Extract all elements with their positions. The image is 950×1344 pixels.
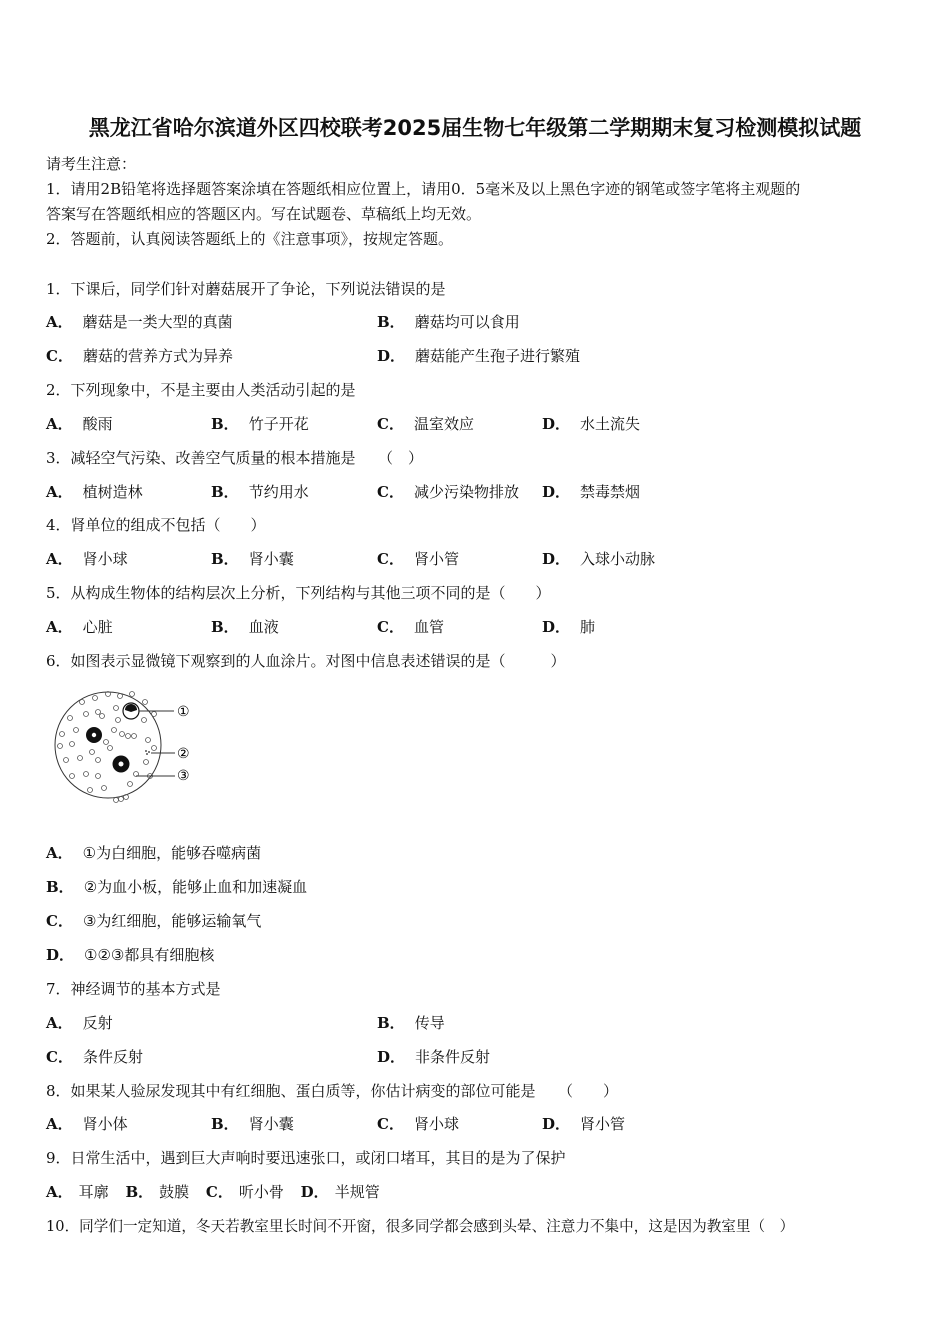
q5-option-b: B． 血液: [211, 618, 279, 636]
q5-option-a: A． 心脏: [46, 618, 113, 636]
q1-option-d: D． 蘑菇能产生孢子进行繁殖: [377, 347, 581, 365]
q6-option-d: D． ①②③都具有细胞核: [46, 946, 215, 964]
q8-option-b: B． 肾小囊: [211, 1115, 294, 1133]
q2-option-d: D． 水土流失: [542, 415, 641, 433]
question-6-stem: 6．如图表示显微镜下观察到的人血涂片。对图中信息表述错误的是（ ）: [46, 652, 566, 670]
q8-option-d: D． 肾小管: [542, 1115, 626, 1133]
notice-line-1: 1．请用2B铅笔将选择题答案涂填在答题纸相应位置上，请用0．5毫米及以上黑色字迹的钢笔或签字笔将主观题的: [46, 180, 801, 198]
notice-heading: 请考生注意：: [46, 155, 137, 173]
q8-option-c: C． 肾小球: [377, 1115, 459, 1133]
q6-option-b: B． ②为血小板，能够止血和加速凝血: [46, 878, 308, 896]
q3-option-d: D． 禁毒禁烟: [542, 483, 641, 501]
question-9-stem: 9．日常生活中，遇到巨大声响时要迅速张口，或闭口堵耳，其目的是为了保护: [46, 1149, 566, 1167]
q2-option-c: C． 温室效应: [377, 415, 474, 433]
q3-option-a: A． 植树造林: [46, 483, 143, 501]
blood-smear-figure: [50, 680, 210, 810]
figure-label-3: ③: [177, 768, 190, 784]
question-10-stem: 10．同学们一定知道，冬天若教室里长时间不开窗，很多同学都会感到头晕、注意力不集中，这是因为教室里（ ）: [46, 1218, 795, 1235]
q3-option-b: B． 节约用水: [211, 483, 309, 501]
q1-option-a: A． 蘑菇是一类大型的真菌: [46, 313, 233, 331]
q4-option-a: A． 肾小球: [46, 550, 128, 568]
question-4-stem: 4．肾单位的组成不包括（ ）: [46, 516, 266, 534]
platelets: [145, 750, 150, 755]
q5-option-c: C． 血管: [377, 618, 444, 636]
question-7-stem: 7．神经调节的基本方式是: [46, 980, 221, 998]
q4-option-d: D． 入球小动脉: [542, 550, 656, 568]
q6-option-a: A． ①为白细胞，能够吞噬病菌: [46, 844, 262, 862]
figure-label-2: ②: [177, 746, 190, 762]
q3-option-c: C． 减少污染物排放: [377, 483, 519, 501]
q2-option-b: B． 竹子开花: [211, 415, 309, 433]
q8-option-a: A． 肾小体: [46, 1115, 128, 1133]
notice-line-2: 2．答题前，认真阅读答题纸上的《注意事项》，按规定答题。: [46, 230, 454, 248]
figure-label-1: ①: [177, 704, 190, 720]
q5-option-d: D． 肺: [542, 618, 596, 636]
field-of-view-circle: [55, 692, 161, 798]
q7-option-d: D． 非条件反射: [377, 1048, 491, 1066]
q4-option-b: B． 肾小囊: [211, 550, 294, 568]
q7-option-a: A． 反射: [46, 1014, 113, 1032]
page-title: 黑龙江省哈尔滨道外区四校联考2025届生物七年级第二学期期末复习检测模拟试题: [88, 116, 862, 140]
white-blood-cells: [86, 703, 139, 773]
question-5-stem: 5．从构成生物体的结构层次上分析，下列结构与其他三项不同的是（ ）: [46, 584, 551, 602]
q2-option-a: A． 酸雨: [46, 415, 113, 433]
q9-options: A． 耳廓 B． 鼓膜 C． 听小骨 D． 半规管: [46, 1183, 380, 1201]
q6-option-c: C． ③为红细胞，能够运输氧气: [46, 912, 262, 930]
question-1-stem: 1．下课后，同学们针对蘑菇展开了争论，下列说法错误的是: [46, 280, 446, 298]
question-2-stem: 2．下列现象中，不是主要由人类活动引起的是: [46, 381, 356, 399]
q4-option-c: C． 肾小管: [377, 550, 459, 568]
question-3-stem: 3．减轻空气污染、改善空气质量的根本措施是 （ ）: [46, 449, 424, 467]
q1-option-b: B． 蘑菇均可以食用: [377, 313, 520, 331]
q7-option-b: B． 传导: [377, 1014, 445, 1032]
notice-line-1b: 答案写在答题纸相应的答题区内。写在试题卷、草稿纸上均无效。: [46, 205, 482, 223]
question-8-stem: 8．如果某人验尿发现其中有红细胞、蛋白质等，你估计病变的部位可能是 （ ）: [46, 1082, 619, 1100]
q7-option-c: C． 条件反射: [46, 1048, 143, 1066]
q1-option-c: C． 蘑菇的营养方式为异养: [46, 347, 233, 365]
